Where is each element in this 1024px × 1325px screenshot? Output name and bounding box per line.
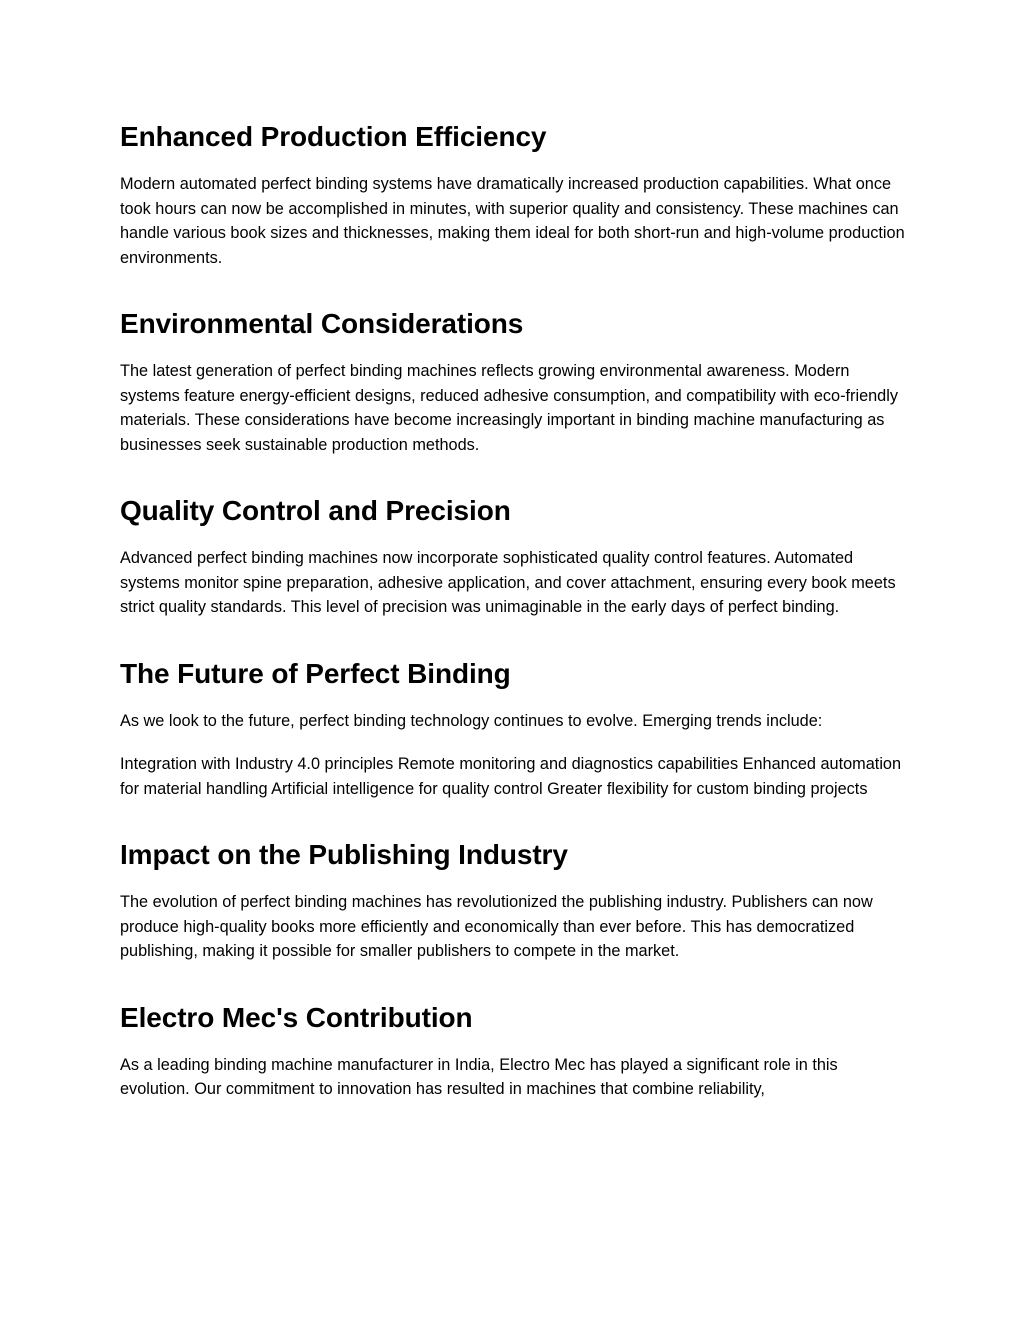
section-enhanced-production-efficiency [120, 121, 910, 270]
section-paragraph: Modern automated perfect binding systems have dramatically increased production capabilities. What once took hours can now be accomplished in minutes, with superior quality and consistency. These machines can handle various book sizes and thicknesses, making them ideal for both short-run and high-volume production environments. [120, 175, 905, 267]
section-electro-mec-contribution [120, 1002, 910, 1102]
section-heading: Quality Control and Precision [120, 495, 511, 526]
section-future-of-perfect-binding [120, 658, 910, 802]
document-page [120, 121, 910, 1102]
section-paragraph: Advanced perfect binding machines now incorporate sophisticated quality control features. Automated systems monitor spine preparation, adhesive application, and cover attachment, ensuring every book meets strict quality standards. This level of precision was unimaginable in the early days of perfect binding. [120, 549, 896, 616]
section-heading: Impact on the Publishing Industry [120, 839, 568, 870]
section-paragraph: Integration with Industry 4.0 principles Remote monitoring and diagnostics capabilities Enhanced automation for material handling Artificial intelligence for quality control Greater flexibility for custom binding projects [120, 755, 902, 798]
section-paragraph: The evolution of perfect binding machines has revolutionized the publishing industry. Publishers can now produce high-quality books more efficiently and economically than ever before. This has democratized publishing, making it possible for smaller publishers to compete in the market. [120, 893, 873, 960]
section-heading: Environmental Considerations [120, 308, 524, 339]
section-heading: Electro Mec's Contribution [120, 1001, 473, 1033]
section-impact-on-publishing-industry [120, 839, 910, 964]
section-heading: The Future of Perfect Binding [120, 657, 511, 689]
section-paragraph: As a leading binding machine manufacturer in India, Electro Mec has played a significant role in this evolution. Our commitment to innovation has resulted in machines that combine reliability, [120, 1055, 838, 1098]
section-quality-control-and-precision [120, 495, 910, 620]
section-heading: Enhanced Production Efficiency [120, 121, 547, 152]
section-paragraph: As we look to the future, perfect binding technology continues to evolve. Emerging trends include: [120, 711, 823, 730]
section-paragraph: The latest generation of perfect binding machines reflects growing environmental awareness. Modern systems feature energy-efficient designs, reduced adhesive consumption, and compatibility with eco-friendly materials. These considerations have become increasingly important in binding machine manufacturing as businesses seek sustainable production methods. [120, 362, 898, 454]
section-environmental-considerations [120, 308, 910, 457]
